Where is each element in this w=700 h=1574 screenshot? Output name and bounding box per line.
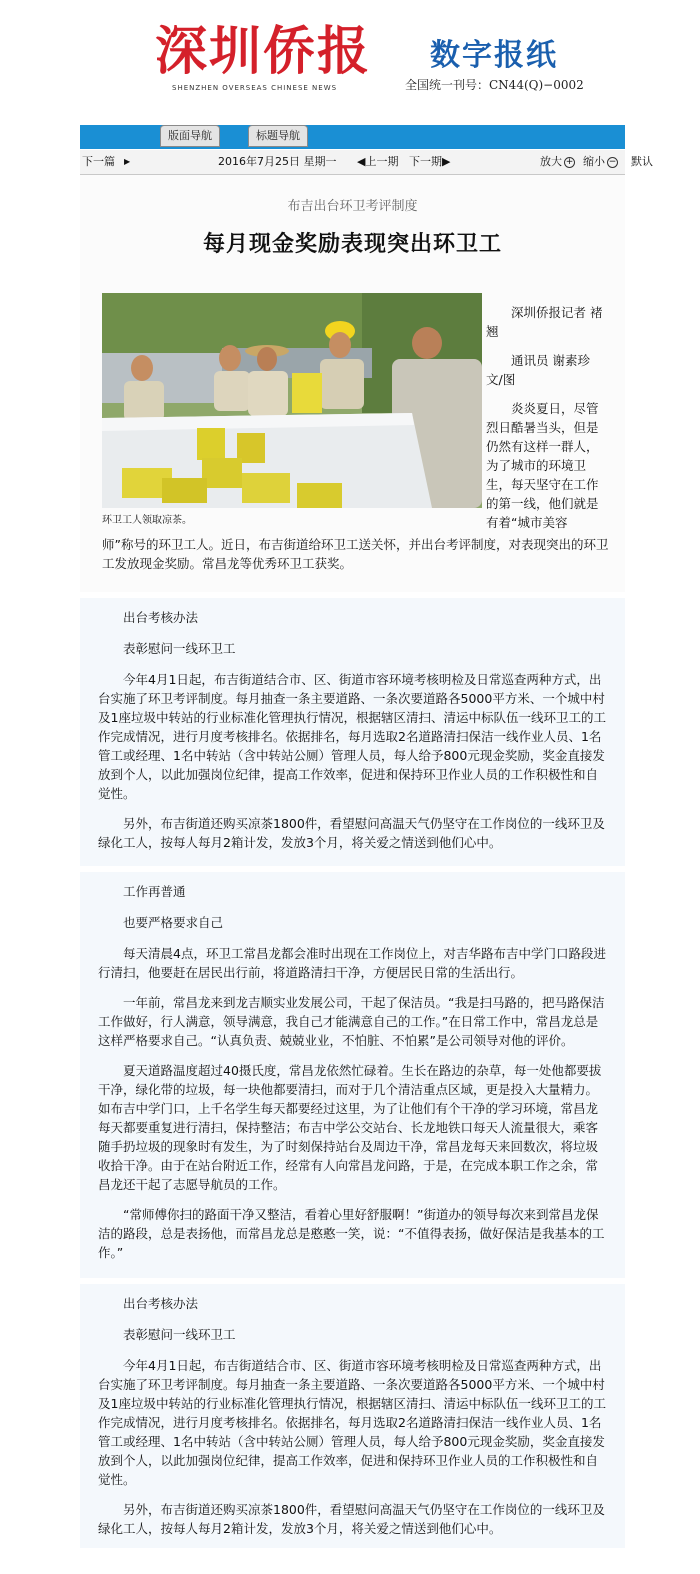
next-article-link[interactable]: 下一篇: [82, 155, 115, 168]
section-heading: 出台考核办法: [123, 610, 199, 625]
serial-number: 全国统一刊号：CN44(Q)−0002: [405, 78, 584, 92]
paragraph: 夏天道路温度超过40摄氏度，常昌龙依然忙碌着。生长在路边的杂草，每一处他都要拔干净，绿化带的垃圾，每一块他都要清扫，而对于几个清洁重点区域，更是投入大量精力。如布吉中学门口，上千名学生每天都要经过这里，为了让他们有个干净的学习环境，常昌龙每天都要重复进行清扫，保持整洁；布吉中学公交站台、长龙地铁口每天人流量很大，乘客随手扔垃圾的现象时有发生，为了时刻保持站台及周边干净，常昌龙每天来回数次，将垃圾收拾干净。由于在站台附近工作，经常有人向常昌龙问路，于是，在完成本职工作之余，常昌龙还干起了志愿导航员的工作。: [98, 1063, 602, 1192]
paragraph: 另外，布吉街道还购买凉茶1800件，看望慰问高温天气仍坚守在工作岗位的一线环卫及绿化工人，按每人每月2箱计发，发放3个月，将关爱之情送到他们心中。: [98, 1502, 605, 1536]
section-assessment-repeat: [80, 1284, 625, 1548]
newspaper-logo-english: SHENZHEN OVERSEAS CHINESE NEWS: [172, 84, 338, 92]
newspaper-logo[interactable]: 深圳侨报: [155, 21, 372, 82]
photo-illustration: [102, 293, 482, 508]
article-lead-side: [486, 303, 604, 532]
article-photo: [102, 293, 482, 508]
zoom-in-label: 放大: [540, 155, 562, 168]
lead-paragraph-end: 师”称号的环卫工人。近日，布吉街道给环卫工送关怀，并出台考评制度，对表现突出的环卫工发放现金奖励。常昌龙等优秀环卫工获奖。: [102, 537, 609, 571]
article-header: [80, 175, 625, 592]
masthead: [80, 0, 625, 122]
section-subheading: 也要严格要求自己: [123, 915, 224, 930]
section-heading: 出台考核办法: [123, 1296, 199, 1311]
default-zoom-button[interactable]: 默认: [631, 155, 653, 168]
article-headline: 每月现金奖励表现突出环卫工: [202, 232, 502, 257]
zoom-in-button[interactable]: [540, 150, 575, 174]
previous-issue-link[interactable]: ◀上一期: [357, 155, 399, 168]
lead-paragraph-start: 炎炎夏日，尽管烈日酷暑当头，但是仍然有这样一群人，为了城市的环境卫生，每天坚守在工作的第一线，他们就是有着“城市美容: [486, 401, 599, 530]
paragraph: “常师傅你扫的路面干净又整洁，看着心里好舒服啊！”街道办的领导每次来到常昌龙保洁的路段，总是表扬他，而常昌龙总是憨憨一笑，说：“不值得表扬，做好保洁是我基本的工作。”: [98, 1207, 605, 1260]
paragraph: 今年4月1日起，布吉街道结合市、区、街道市容环境考核明检及日常巡查两种方式，出台实施了环卫考评制度。每月抽查一条主要道路、一条次要道路各5000平方米、一个城中村及1座垃圾中转站的行业标准化管理执行情况，根据辖区清扫、清运中标队伍一线环卫工的工作完成情况，进行月度考核排名。依据排名，每月选取2名道路清扫保洁一线作业人员、1名管工或经理、1名中转站（含中转站公厕）管理人员，每人给予800元现金奖励，奖金直接发放到个人，以此加强岗位纪律，提高工作效率，促进和保持环卫作业人员的工作积极性和自觉性。: [98, 1358, 606, 1487]
section-assessment: [80, 598, 625, 866]
photo-caption: 环卫工人领取凉茶。: [102, 515, 192, 526]
section-heading: 工作再普通: [123, 884, 186, 899]
article-subtitle: 布吉出台环卫考评制度: [287, 199, 418, 214]
paragraph: 今年4月1日起，布吉街道结合市、区、街道市容环境考核明检及日常巡查两种方式，出台实施了环卫考评制度。每月抽查一条主要道路、一条次要道路各5000平方米、一个城中村及1座垃圾中转站的行业标准化管理执行情况，根据辖区清扫、清运中标队伍一线环卫工的工作完成情况，进行月度考核排名。依据排名，每月选取2名道路清扫保洁一线作业人员、1名管工或经理、1名中转站（含中转站公厕）管理人员，每人给予800元现金奖励，奖金直接发放到个人，以此加强岗位纪律，提高工作效率，促进和保持环卫作业人员的工作积极性和自觉性。: [98, 672, 606, 801]
tab-headline-navigation[interactable]: 标题导航: [248, 125, 308, 147]
paragraph: 一年前，常昌龙来到龙吉顺实业发展公司，干起了保洁员。“我是扫马路的，把马路保洁工作做好，行人满意，领导满意，我自己才能满意自己的工作。”在日常工作中，常昌龙总是这样严格要求自己。“认真负责、兢兢业业，不怕脏、不怕累”是公司领导对他的评价。: [98, 995, 605, 1048]
tab-page-navigation[interactable]: 版面导航: [160, 125, 220, 147]
digital-newspaper-title: 数字报纸: [430, 38, 558, 73]
byline-reporter: 深圳侨报记者 褚翘: [486, 305, 603, 339]
plus-icon: +: [565, 156, 574, 167]
zoom-out-button[interactable]: [583, 150, 618, 174]
paragraph: 每天清晨4点，环卫工常昌龙都会准时出现在工作岗位上，对吉华路布吉中学门口路段进行清扫，他要赶在居民出行前，将道路清扫干净，方便居民日常的生活出行。: [98, 946, 606, 980]
next-issue-link[interactable]: 下一期▶: [409, 155, 451, 168]
section-subheading: 表彰慰问一线环卫工: [123, 1327, 236, 1342]
toolbar: [80, 150, 653, 175]
issue-date: 2016年7月25日 星期一: [218, 155, 337, 168]
byline-correspondent: 通讯员 谢素珍 文/图: [486, 353, 590, 387]
section-subheading: 表彰慰问一线环卫工: [123, 641, 236, 656]
paragraph: 另外，布吉街道还购买凉茶1800件，看望慰问高温天气仍坚守在工作岗位的一线环卫及绿化工人，按每人每月2箱计发，发放3个月，将关爱之情送到他们心中。: [98, 816, 605, 850]
next-arrow-icon[interactable]: ▶: [124, 157, 131, 166]
section-worker-profile: [80, 872, 625, 1278]
minus-icon: −: [608, 156, 617, 167]
zoom-out-label: 缩小: [583, 155, 605, 168]
